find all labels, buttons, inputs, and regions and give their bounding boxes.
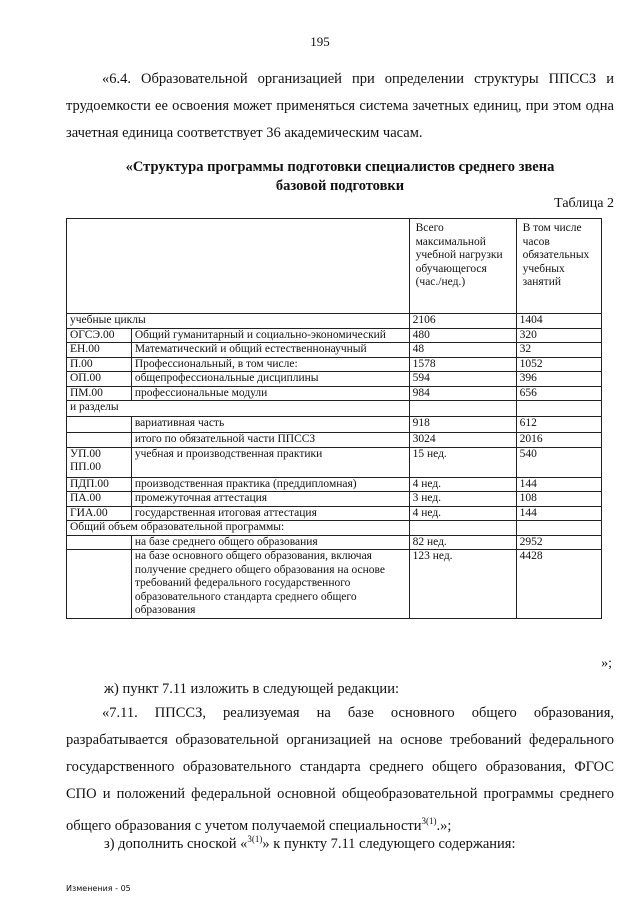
row-total: 15 нед.: [409, 447, 516, 477]
paragraph-zh: ж) пункт 7.11 изложить в следующей редакции:: [104, 681, 399, 697]
row-total: 3024: [409, 433, 516, 448]
table-row: [67, 417, 602, 433]
row-included: [516, 401, 601, 417]
footnote-mark: 3(1): [247, 834, 263, 844]
row-included: [516, 521, 601, 536]
row-total: 480: [409, 328, 516, 343]
table-row: [67, 477, 602, 492]
row-included: 4428: [516, 550, 601, 619]
row-total: [409, 401, 516, 417]
table-row: [67, 328, 602, 343]
row-code: [67, 433, 132, 448]
row-included: 2016: [516, 433, 601, 448]
row-code: ОП.00: [67, 372, 132, 387]
row-code: ЕН.00: [67, 343, 132, 358]
row-name: и разделы: [67, 401, 410, 417]
row-name: государственная итоговая аттестация: [131, 506, 409, 521]
row-name: профессиональные модули: [131, 386, 409, 401]
row-total: 123 нед.: [409, 550, 516, 619]
row-name: на базе среднего общего образования: [131, 535, 409, 550]
row-code: ПМ.00: [67, 386, 132, 401]
row-name: общепрофессиональные дисциплины: [131, 372, 409, 387]
table-header-row: [67, 219, 602, 314]
row-total: 3 нед.: [409, 492, 516, 507]
row-code: [67, 550, 132, 619]
row-total: 48: [409, 343, 516, 358]
row-total: 984: [409, 386, 516, 401]
table-row: [67, 535, 602, 550]
row-code: [67, 417, 132, 433]
paragraph-6-4: «6.4. Образовательной организацией при определении структуры ППССЗ и трудоемкости ее освоения может применяться система зачетных единиц, при этом одна зачетная единица соответствует 36 академическим часам.: [66, 71, 614, 141]
table-row: [67, 447, 602, 477]
row-code: УП.00 ПП.00: [67, 447, 132, 477]
row-code: [67, 535, 132, 550]
table-row: [67, 433, 602, 448]
row-name: вариативная часть: [131, 417, 409, 433]
paragraph-z-text-b: » к пункту 7.11 следующего содержания:: [262, 835, 516, 852]
row-total: 594: [409, 372, 516, 387]
row-included: 108: [516, 492, 601, 507]
row-name: промежуточная аттестация: [131, 492, 409, 507]
row-name: Математический и общий естественнонаучный: [131, 343, 409, 358]
structure-table: [66, 218, 602, 619]
row-name: Общий объем образовательной программы:: [67, 521, 410, 536]
table-title: [66, 158, 614, 196]
table-title-line2: базовой подготовки: [275, 178, 405, 194]
row-included: 540: [516, 447, 601, 477]
closing-quote: »;: [601, 656, 612, 671]
table-row: [67, 357, 602, 372]
table-row: [67, 506, 602, 521]
row-name: учебные циклы: [67, 314, 410, 329]
row-included: 32: [516, 343, 601, 358]
paragraph-z-text-a: з) дополнить сноской «: [104, 835, 248, 852]
table-row: [67, 401, 602, 417]
table-title-line1: «Структура программы подготовки специалистов среднего звена: [125, 159, 555, 175]
row-included: 144: [516, 477, 601, 492]
row-total: 918: [409, 417, 516, 433]
table-row: [67, 492, 602, 507]
paragraph-7-11-text: «7.11. ППССЗ, реализуемая на базе основного общего образования, разрабатывается образовательной организацией на основе требований федерального государственного образовательного стандарта среднего общего образования, ФГОС СПО и положений федеральной основной общеобразовательной программы среднего общего образования с учетом получаемой специальности: [66, 705, 614, 834]
row-code: ОГСЭ.00: [67, 328, 132, 343]
row-included: 320: [516, 328, 601, 343]
page-number: 195: [310, 34, 330, 49]
paragraph-z: [104, 826, 614, 858]
paragraph-7-11-end: .»;: [436, 817, 452, 834]
row-total: 1578: [409, 357, 516, 372]
table-row: [67, 372, 602, 387]
row-name: итого по обязательной части ППССЗ: [131, 433, 409, 448]
row-code: ПДП.00: [67, 477, 132, 492]
footer-note: Изменения - 05: [66, 884, 131, 893]
table-row: [67, 343, 602, 358]
table-row: [67, 314, 602, 329]
row-included: 396: [516, 372, 601, 387]
row-included: 1052: [516, 357, 601, 372]
paragraph-7-11: [66, 700, 614, 840]
row-included: 612: [516, 417, 601, 433]
table-row: [67, 550, 602, 619]
row-total: 2106: [409, 314, 516, 329]
row-total: 82 нед.: [409, 535, 516, 550]
table-row: [67, 521, 602, 536]
row-total: 4 нед.: [409, 506, 516, 521]
row-included: 656: [516, 386, 601, 401]
header-empty-cell: [67, 219, 410, 314]
table-row: [67, 386, 602, 401]
row-name: производственная практика (преддипломная): [131, 477, 409, 492]
table-label: Таблица 2: [554, 196, 614, 211]
row-included: 1404: [516, 314, 601, 329]
footnote-ref: 3(1): [421, 816, 437, 826]
row-code: П.00: [67, 357, 132, 372]
row-code: ГИА.00: [67, 506, 132, 521]
header-total: Всего максимальной учебной нагрузки обучающегося (час./нед.): [409, 219, 516, 314]
row-total: [409, 521, 516, 536]
row-included: 144: [516, 506, 601, 521]
header-included: В том числе часов обязательных учебных занятий: [516, 219, 601, 314]
row-name: учебная и производственная практики: [131, 447, 409, 477]
row-name: Общий гуманитарный и социально-экономический: [131, 328, 409, 343]
row-included: 2952: [516, 535, 601, 550]
row-code: ПА.00: [67, 492, 132, 507]
row-total: 4 нед.: [409, 477, 516, 492]
row-name: на базе основного общего образования, включая получение среднего общего образования на основе требований федерального государственного образовательного стандарта среднего общего образования: [131, 550, 409, 619]
row-name: Профессиональный, в том числе:: [131, 357, 409, 372]
